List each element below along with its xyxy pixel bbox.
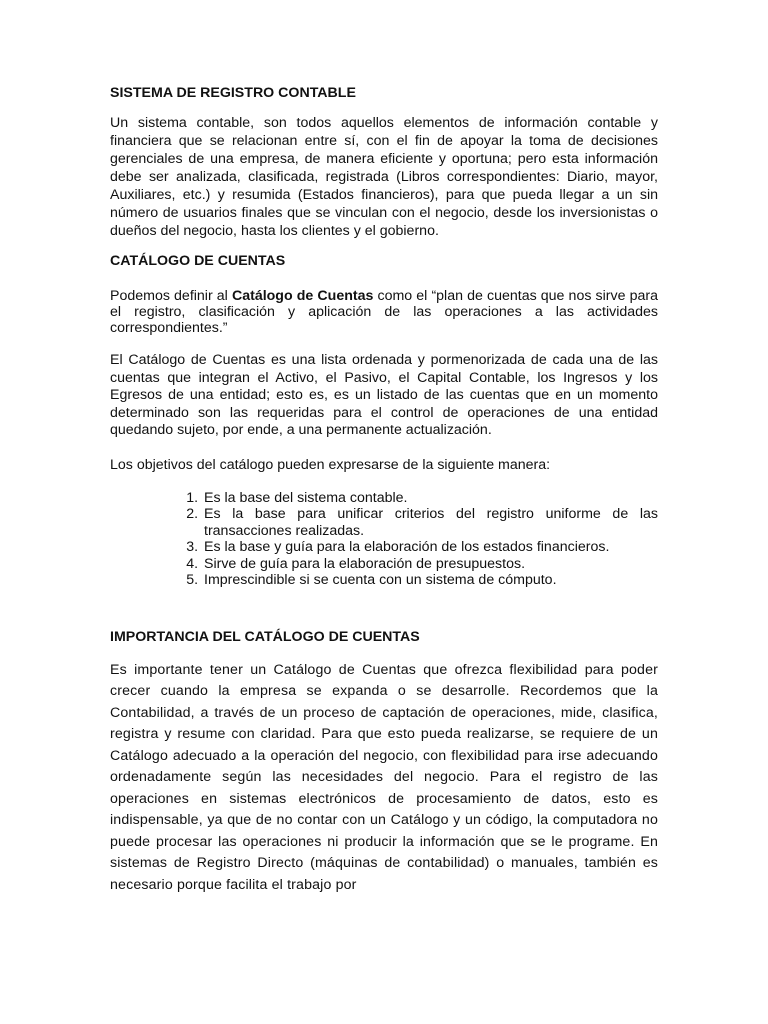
paragraph-definicion-catalogo xyxy=(110,288,658,336)
heading-importancia-catalogo: IMPORTANCIA DEL CATÁLOGO DE CUENTAS xyxy=(110,628,420,645)
heading-sistema-registro-contable: SISTEMA DE REGISTRO CONTABLE xyxy=(110,85,356,101)
paragraph-importancia: Es importante tener un Catálogo de Cuentas que ofrezca flexibilidad para poder crecer cuando la empresa se expanda o se desarrolle. Recordemos que la Contabilidad, a través de un proceso de captación de operaciones, mide, clasifica, registra y resume con claridad. Para que esto pueda realizarse, se requiere de un Catálogo adecuado a la operación del negocio, con flexibilidad para irse adecuando ordenadamente según las necesidades del negocio. Para el registro de las operaciones en sistemas electrónicos de procesamiento de datos, esto es indispensable, ya que de no contar con un Catálogo y un código, la computadora no puede procesar las operaciones ni producir la información que se le programe. En sistemas de Registro Directo (máquinas de contabilidad) o manuales, también es necesario porque facilita el trabajo por xyxy=(110,661,658,893)
document-page xyxy=(110,84,658,896)
definition-prefix: Podemos definir al xyxy=(110,288,232,304)
objective-item: 4. Sirve de guía para la elaboración de presupuestos. xyxy=(202,556,658,573)
objective-item: 1. Es la base del sistema contable. xyxy=(202,490,658,507)
objectives-list xyxy=(110,490,658,589)
definition-bold-term: Catálogo de Cuentas xyxy=(231,288,374,304)
definition-suffix: como el “plan de cuentas que nos sirve para el registro, clasificación y aplicación de las operaciones a las actividades correspondientes.” xyxy=(110,288,658,336)
paragraph-catalogo-lista: El Catálogo de Cuentas es una lista ordenada y pormenorizada de cada una de las cuentas que integran el Activo, el Pasivo, el Capital Contable, los Ingresos y los Egresos de una entidad; esto es, es un listado de las cuentas que en un momento determinado son las requeridas para el control de operaciones de una entidad quedando sujeto, por ende, a una permanente actualización. xyxy=(110,352,658,438)
paragraph-sistema-contable: Un sistema contable, son todos aquellos elementos de información contable y financiera que se relacionan entre sí, con el fin de apoyar la toma de decisiones gerenciales de una empresa, de manera eficiente y oportuna; pero esta información debe ser analizada, clasificada, registrada (Libros correspondientes: Diario, mayor, Auxiliares, etc.) y resumida (Estados financieros), para que pueda llegar a un sin número de usuarios finales que se vinculan con el negocio, desde los inversionistas o dueños del negocio, hasta los clientes y el gobierno. xyxy=(110,115,658,239)
objective-item: 5. Imprescindible si se cuenta con un sistema de cómputo. xyxy=(202,572,658,589)
paragraph-objetivos-intro: Los objetivos del catálogo pueden expresarse de la siguiente manera: xyxy=(110,456,551,473)
heading-catalogo-de-cuentas: CATÁLOGO DE CUENTAS xyxy=(110,253,286,269)
objective-item: 2. Es la base para unificar criterios del registro uniforme de las transacciones realizadas. xyxy=(202,506,658,539)
objective-item: 3. Es la base y guía para la elaboración de los estados financieros. xyxy=(202,539,658,556)
